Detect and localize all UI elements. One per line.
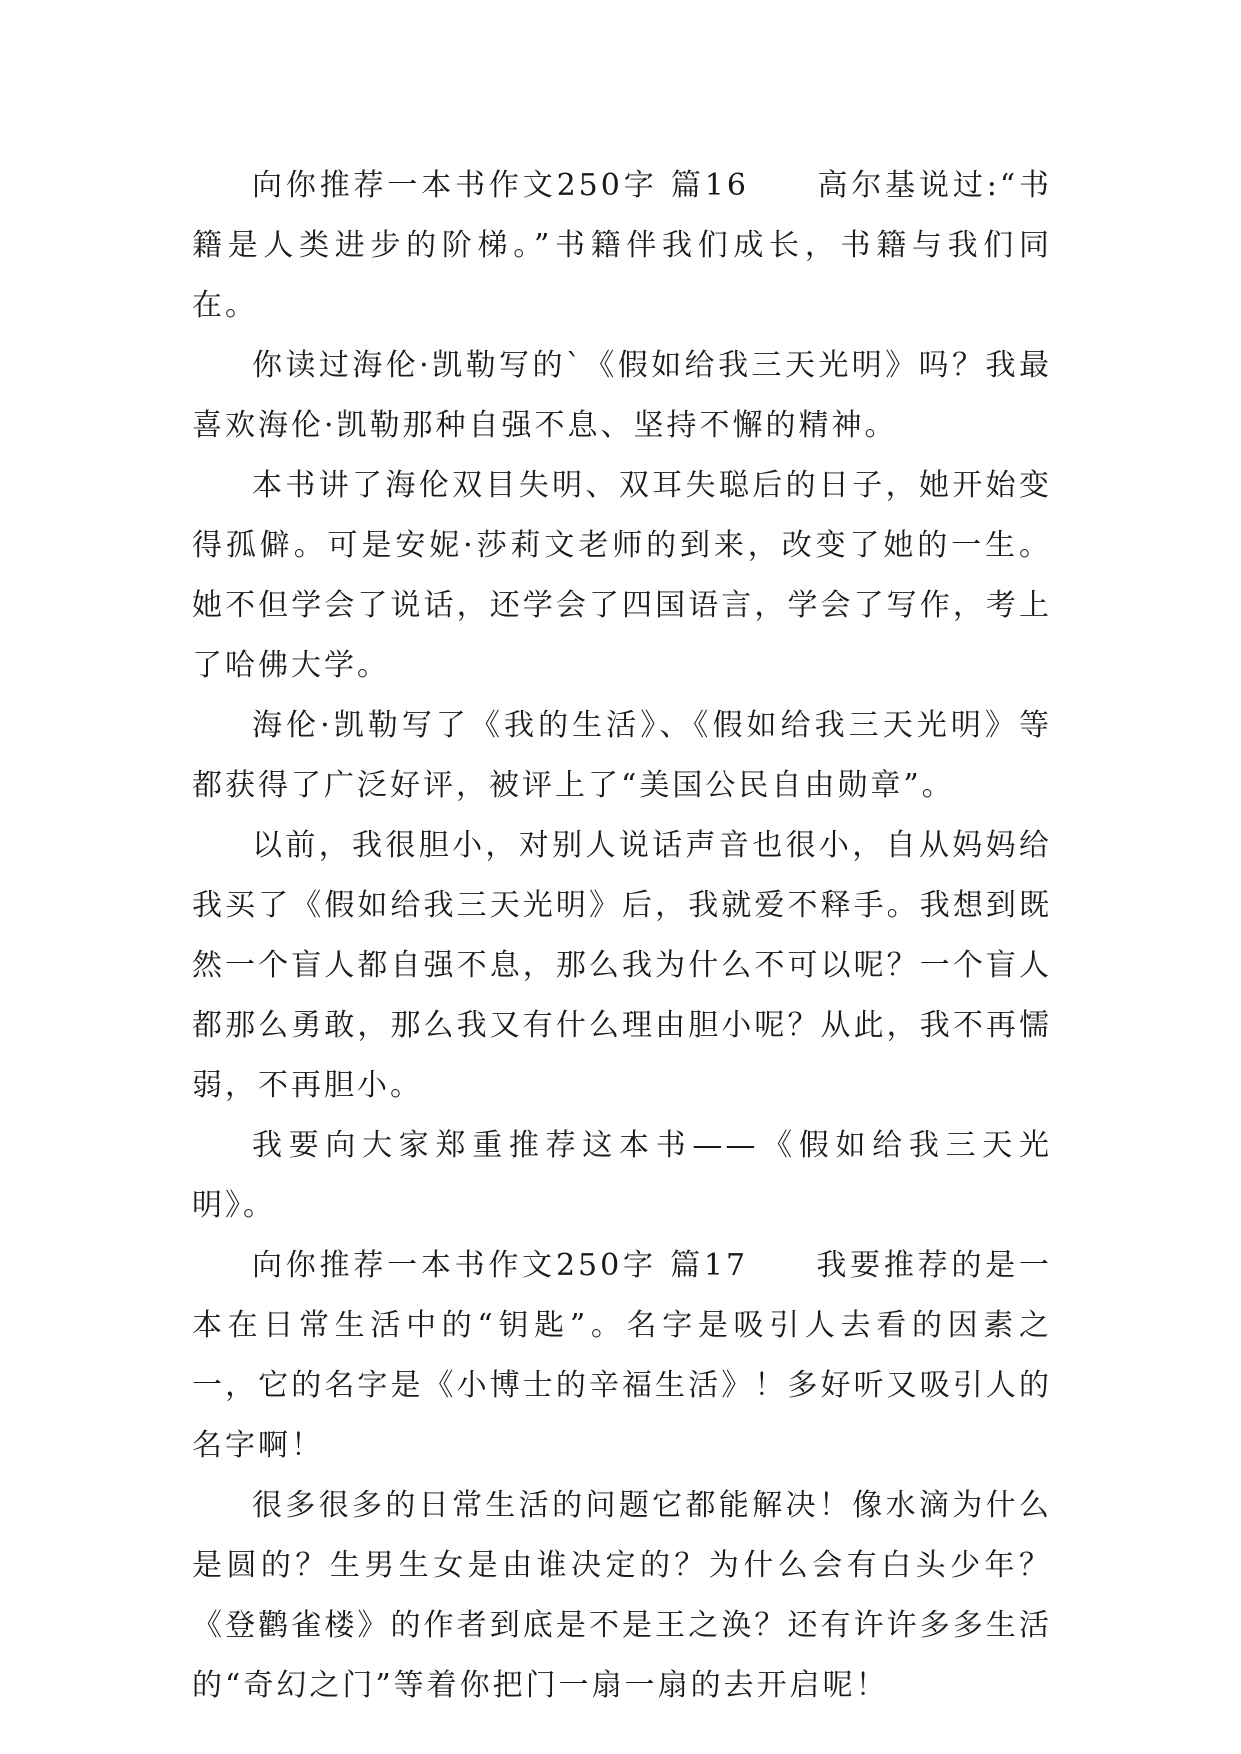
document-body — [192, 156, 1052, 1716]
paragraph: 以前，我很胆小，对别人说话声音也很小，自从妈妈给我买了《假如给我三天光明》后，我就爱不释手。我想到既然一个盲人都自强不息，那么我为什么不可以呢？一个盲人都那么勇敢，那么我又有什么理由胆小呢？从此，我不再懦弱，不再胆小。 — [192, 828, 1052, 1103]
paragraph: 海伦·凯勒写了《我的生活》、《假如给我三天光明》等都获得了广泛好评，被评上了“美国公民自由勋章”。 — [192, 708, 1052, 803]
paragraph: 很多很多的日常生活的问题它都能解决！像水滴为什么是圆的？生男生女是由谁决定的？为什么会有白头少年？《登鹳雀楼》的作者到底是不是王之涣？还有许许多多生活的“奇幻之门”等着你把门一扇一扇的去开启呢！ — [192, 1488, 1052, 1703]
paragraph: 本书讲了海伦双目失明、双耳失聪后的日子，她开始变得孤僻。可是安妮·莎莉文老师的到来，改变了她的一生。她不但学会了说话，还学会了四国语言，学会了写作，考上了哈佛大学。 — [192, 468, 1052, 683]
paragraph: 我要向大家郑重推荐这本书——《假如给我三天光明》。 — [192, 1128, 1052, 1223]
paragraph: 向你推荐一本书作文250字 篇17 我要推荐的是一本在日常生活中的“钥匙”。名字是吸引人去看的因素之一，它的名字是《小博士的辛福生活》！多好听又吸引人的名字啊！ — [192, 1248, 1052, 1463]
paragraph: 向你推荐一本书作文250字 篇16 高尔基说过:“书籍是人类进步的阶梯。”书籍伴我们成长，书籍与我们同在。 — [192, 168, 1052, 323]
paragraph: 你读过海伦·凯勒写的`《假如给我三天光明》吗？我最喜欢海伦·凯勒那种自强不息、坚持不懈的精神。 — [192, 348, 1052, 443]
